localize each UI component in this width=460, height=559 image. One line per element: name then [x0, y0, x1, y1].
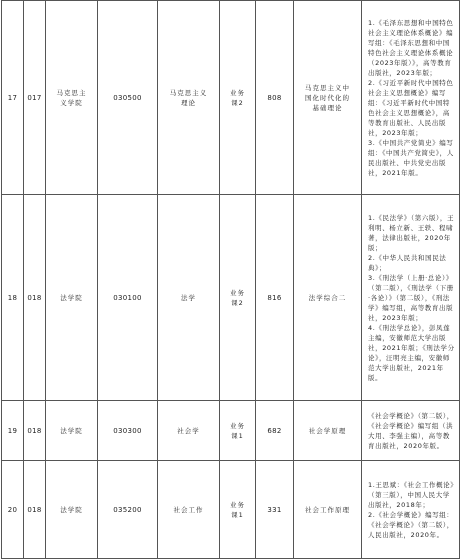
seq-cell: 18 [2, 195, 24, 401]
subject-code-cell: 808 [256, 1, 294, 195]
school-code-cell: 017 [24, 1, 46, 195]
reference-item: 1.《民法学》（第六版），王利明、杨立新、王轶、程啸著，法律出版社，2020年版； [368, 213, 455, 252]
seq-cell: 17 [2, 1, 24, 195]
reference-item: 2.《中华人民共和国民法典》； [368, 253, 447, 272]
major-name-cell: 社会工作 [158, 461, 220, 559]
seq-cell: 20 [2, 461, 24, 559]
subject-code-cell: 682 [256, 401, 294, 461]
reference-item: 4.《刑法学总论》，彭凤莲主编，安徽师范大学出版社，2021年版；《刑法学分论》，汪明亮主编，安徽师范大学出版社，2021年版。 [368, 323, 455, 382]
table-row [2, 401, 460, 461]
school-code-cell: 018 [24, 461, 46, 559]
table-row [2, 1, 460, 195]
reference-books-cell [362, 401, 460, 461]
major-code-cell: 030300 [98, 401, 158, 461]
table-row [2, 195, 460, 401]
reference-item: 3.《中国共产党简史》编写组：《中国共产党简史》，人民出版社、中共党史出版社，2021年版。 [368, 138, 454, 177]
school-name-cell: 法学院 [46, 461, 98, 559]
reference-books-cell [362, 461, 460, 559]
subject-name-cell: 法学综合二 [294, 195, 362, 401]
reference-item: 2.《社会学概论》编写组：《社会学概论》（第二版），人民出版社，2020年。 [368, 510, 454, 539]
exam-type-cell: 业务课2 [220, 1, 256, 195]
major-name-cell: 法学 [158, 195, 220, 401]
reference-item: 《社会学概论》（第二版），《社会学概论》编写组（洪大用、李强主编），高等教育出版社，2020年版。 [368, 411, 454, 450]
major-code-cell: 030500 [98, 1, 158, 195]
subject-name-cell: 社会工作原理 [294, 461, 362, 559]
table-row [2, 461, 460, 559]
school-code-cell: 018 [24, 401, 46, 461]
reference-item: 1.王思斌：《社会工作概论》（第三版），中国人民大学出版社，2018年； [368, 480, 455, 509]
major-name-cell: 马克思主义理论 [158, 1, 220, 195]
reference-item: 1.《毛泽东思想和中国特色社会主义理论体系概论》编写组：《毛泽东思想和中国特色社会主义理论体系概论（2023年版）》，高等教育出版社，2023年版； [368, 18, 454, 77]
major-code-cell: 030100 [98, 195, 158, 401]
school-name-cell: 法学院 [46, 401, 98, 461]
reference-books-cell [362, 195, 460, 401]
admission-reference-table [1, 0, 460, 559]
major-name-cell: 社会学 [158, 401, 220, 461]
major-code-cell: 035200 [98, 461, 158, 559]
reference-item: 3.《刑法学（上册·总论）》（第二版），《刑法学（下册·各论）》（第二版），《刑法学》编写组，高等教育出版社，2023年版； [368, 273, 454, 322]
school-code-cell: 018 [24, 195, 46, 401]
school-name-cell: 法学院 [46, 195, 98, 401]
school-name-cell: 马克思主义学院 [46, 1, 98, 195]
subject-name-cell: 马克思主义中国化时代化的基础理论 [294, 1, 362, 195]
subject-code-cell: 816 [256, 195, 294, 401]
reference-item: 2.《习近平新时代中国特色社会主义思想概论》编写组：《习近平新时代中国特色社会主义思想概论》，高等教育出版社、人民出版社，2023年版； [368, 78, 454, 137]
seq-cell: 19 [2, 401, 24, 461]
subject-code-cell: 331 [256, 461, 294, 559]
exam-type-cell: 业务课2 [220, 195, 256, 401]
reference-books-cell [362, 1, 460, 195]
subject-name-cell: 社会学原理 [294, 401, 362, 461]
exam-type-cell: 业务课1 [220, 401, 256, 461]
exam-type-cell: 业务课1 [220, 461, 256, 559]
